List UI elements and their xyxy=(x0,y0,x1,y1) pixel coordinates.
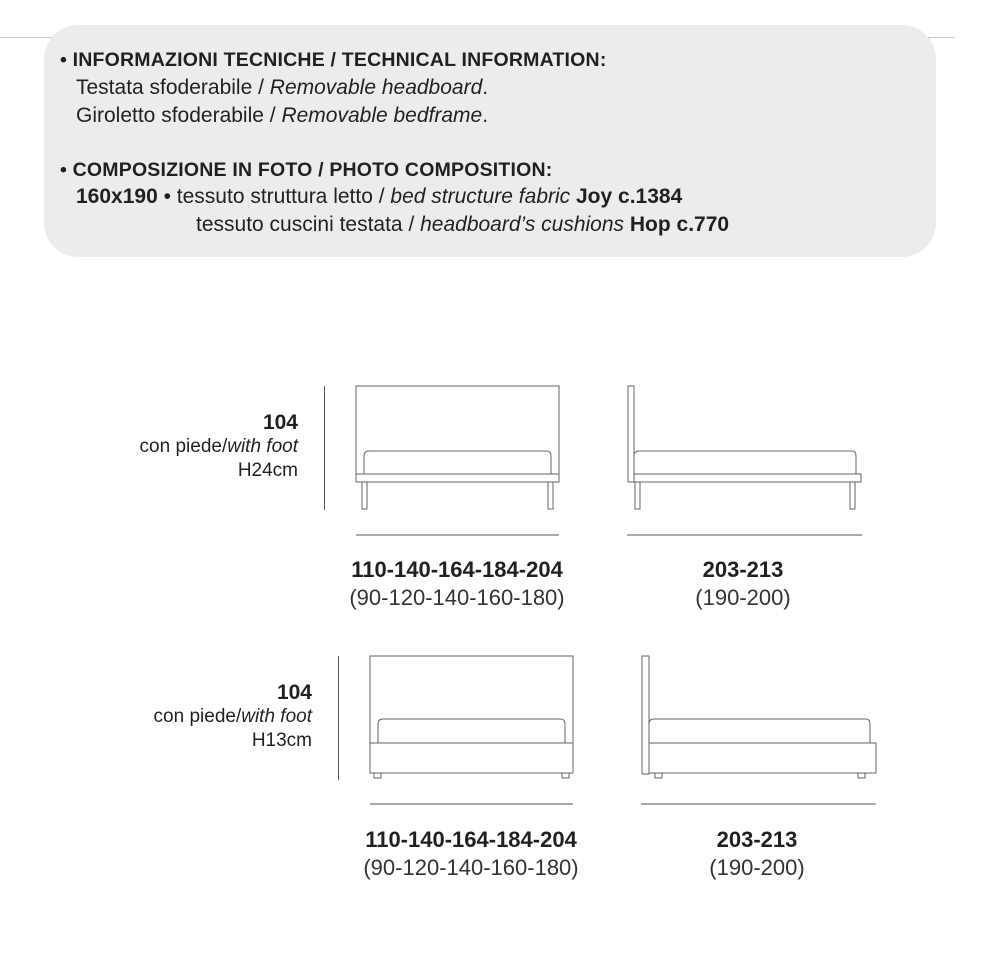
length-caption-v1 xyxy=(643,556,843,612)
bedframe-note-en: Removable bedframe xyxy=(281,104,483,127)
composition-bullet: • xyxy=(157,185,177,208)
bed-front-view-v1 xyxy=(350,380,566,540)
foot-height-v2: H13cm xyxy=(251,730,312,751)
bedframe-note-it: Giroletto sfoderabile / xyxy=(76,104,282,127)
mattress-side-outline xyxy=(634,451,856,474)
fabric2-code: Hop c.770 xyxy=(629,213,730,236)
mattress-length-v1: (190-200) xyxy=(695,585,791,610)
height-dimension-line-v2 xyxy=(338,656,339,780)
width-value-v2: 110-140-164-184-204 xyxy=(365,827,577,852)
fabric1-en: bed structure fabric xyxy=(390,185,576,208)
fabric2-it: tessuto cuscini testata / xyxy=(196,213,421,236)
leg-back xyxy=(850,482,855,509)
headboard-side-outline xyxy=(642,656,649,774)
headboard-note-end: . xyxy=(482,76,489,99)
width-caption-v1 xyxy=(307,556,607,612)
foot-en-v2: with foot xyxy=(241,706,312,727)
bed-front-view-v2 xyxy=(364,650,580,810)
mattress-outline xyxy=(364,451,551,474)
mattress-length-v2: (190-200) xyxy=(709,855,805,880)
height-dimension-line-v1 xyxy=(324,386,325,510)
bed-side-view-v2 xyxy=(634,650,880,810)
fabric1-code: Joy c.1384 xyxy=(576,185,683,208)
leg-front xyxy=(635,482,640,509)
length-value-v2: 203-213 xyxy=(716,827,798,852)
height-value-v1: 104 xyxy=(262,411,298,434)
bed-side-view-v1 xyxy=(620,380,866,540)
composition-fabric-2 xyxy=(196,212,729,238)
bedframe-note xyxy=(76,103,488,129)
bedframe-outline xyxy=(356,474,559,482)
bedframe-outline xyxy=(370,743,573,773)
technical-info-heading: • INFORMAZIONI TECNICHE / TECHNICAL INFORMATION: xyxy=(60,49,607,71)
bedframe-side-outline xyxy=(649,743,876,773)
headboard-outline xyxy=(370,656,573,743)
width-caption-v2 xyxy=(321,826,621,882)
foot-en-v1: with foot xyxy=(227,436,298,457)
composition-fabric-1 xyxy=(76,184,682,210)
fabric1-it: tessuto struttura letto / xyxy=(176,185,391,208)
mattress-width-v2: (90-120-140-160-180) xyxy=(363,855,579,880)
headboard-note-en: Removable headboard xyxy=(269,76,483,99)
foot-note-v2 xyxy=(74,705,312,729)
length-value-v1: 203-213 xyxy=(702,557,784,582)
height-label-v2 xyxy=(74,681,312,753)
mattress-width-v1: (90-120-140-160-180) xyxy=(349,585,565,610)
mattress-outline xyxy=(378,719,565,743)
foot-front xyxy=(655,773,662,778)
mattress-side-outline xyxy=(649,719,870,743)
bedframe-side-outline xyxy=(634,474,861,482)
headboard-outline xyxy=(356,386,559,474)
composition-size: 160x190 xyxy=(76,185,158,208)
headboard-note-it: Testata sfoderabile / xyxy=(76,76,270,99)
leg-left xyxy=(362,482,367,509)
fabric2-en: headboard’s cushions xyxy=(420,213,630,236)
headboard-note xyxy=(76,75,488,101)
bedframe-note-end: . xyxy=(482,104,489,127)
length-caption-v2 xyxy=(657,826,857,882)
foot-left xyxy=(374,773,381,778)
technical-info-panel xyxy=(44,25,936,257)
foot-back xyxy=(858,773,865,778)
composition-heading: • COMPOSIZIONE IN FOTO / PHOTO COMPOSITION: xyxy=(60,159,553,181)
foot-right xyxy=(562,773,569,778)
width-value-v1: 110-140-164-184-204 xyxy=(351,557,563,582)
height-value-v2: 104 xyxy=(276,681,312,704)
leg-right xyxy=(548,482,553,509)
headboard-side-outline xyxy=(628,386,634,482)
foot-height-v1: H24cm xyxy=(237,460,298,481)
foot-note-v1 xyxy=(60,435,298,459)
foot-it-v2: con piede/ xyxy=(153,706,242,727)
foot-it-v1: con piede/ xyxy=(139,436,228,457)
height-label-v1 xyxy=(60,411,298,483)
